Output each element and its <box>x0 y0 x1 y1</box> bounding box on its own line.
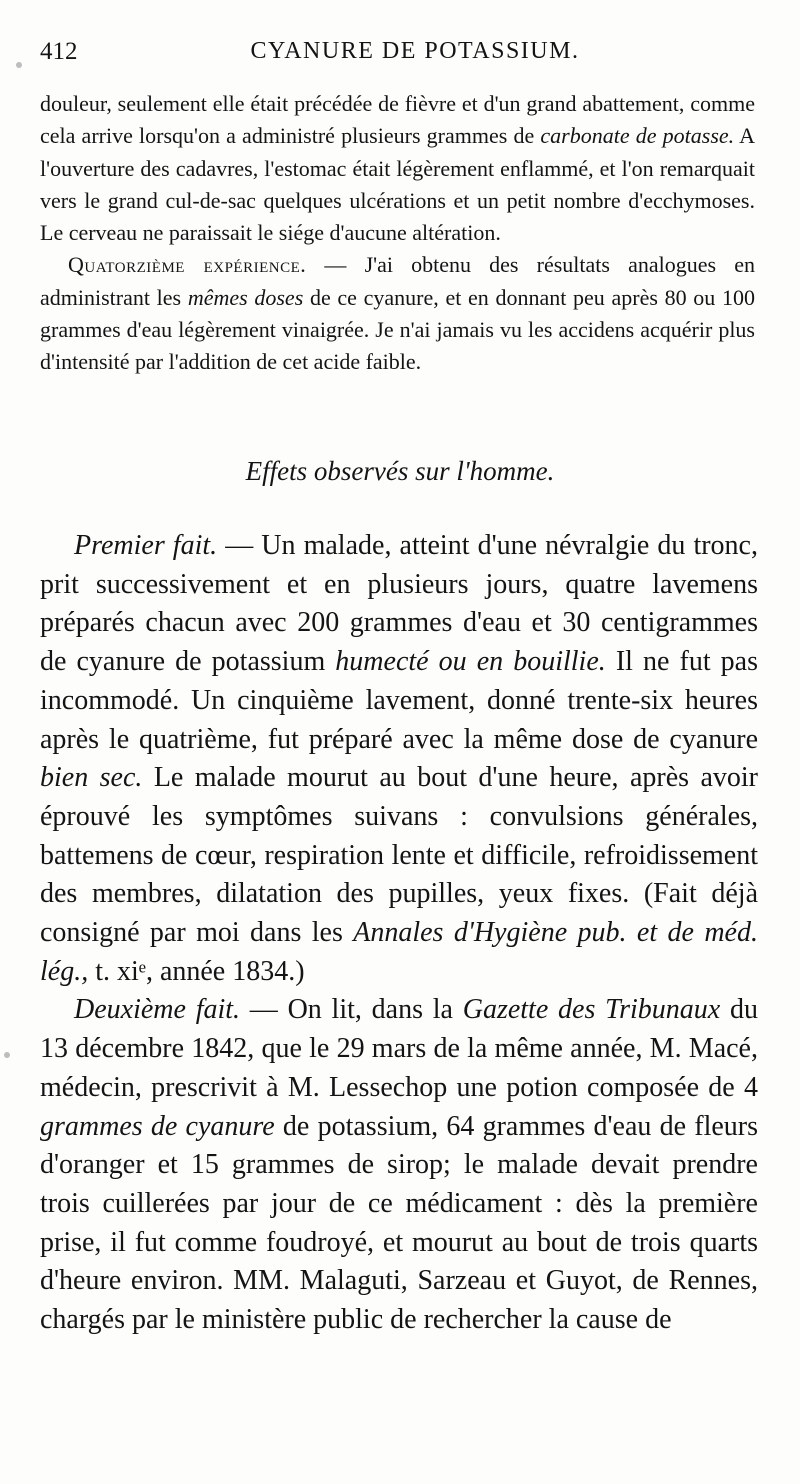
page-header <box>40 38 760 78</box>
italic-term: mêmes doses <box>187 284 304 310</box>
large-print-section <box>40 527 758 1340</box>
text-run: t. xiᵉ, année 1834.) <box>88 955 305 987</box>
running-title: CYANURE DE POTASSIUM. <box>250 38 580 64</box>
text-run: — On lit, dans la <box>240 994 463 1026</box>
ink-speck <box>16 62 22 68</box>
italic-term: grammes de cyanure <box>40 1110 275 1142</box>
small-print-section <box>40 88 755 379</box>
citation-title: Annales d'Hygiène pub. et de méd. lég., <box>40 917 758 987</box>
text-run: A l'ouverture des cadavres, l'estomac était légèrement enflammé, et l'on remarquait vers le grand cul-de-sac quelques ulcérations et un petit nombre d'ecchymoses. Le cerveau ne paraissait le siége d'aucune altération. <box>40 123 756 246</box>
paragraph-continuation <box>40 88 755 249</box>
page-number: 412 <box>40 38 78 65</box>
case-heading: Deuxième fait. <box>74 994 241 1026</box>
ink-speck <box>4 1052 10 1058</box>
text-run: — Un malade, atteint d'une névralgie du tronc, prit successivement et en plusieurs jours, quatre lavemens préparés chacun avec 200 grammes d'eau et 30 centigrammes de cyanure de potassium <box>40 530 758 678</box>
text-run: douleur, seulement elle était précédée de fièvre et d'un grand abattement, comme cela arrive lorsqu'on a administré plusieurs grammes de <box>40 91 755 149</box>
paragraph-case-two <box>40 991 758 1339</box>
italic-term: humecté ou en bouillie. <box>335 646 606 678</box>
section-subheading: Effets observés sur l'homme. <box>245 456 555 486</box>
text-run: Il ne fut pas incommodé. Un cinquième lavement, donné trente-six heures après le quatrième, fut préparé avec la même dose de cyanure <box>40 646 758 755</box>
italic-term: bien sec. <box>40 762 143 794</box>
case-heading: Premier fait. <box>74 530 218 561</box>
citation-title: Gazette des Tribunaux <box>462 994 721 1026</box>
text-run: de ce cyanure, et en donnant peu après 80 ou 100 grammes d'eau légèrement vinaigrée. Je n'ai jamais vu les accidens acquérir plus d'intensité par l'addition de cet acide faible. <box>40 284 755 375</box>
paragraph-experiment <box>40 249 755 378</box>
italic-term: carbonate de potasse. <box>540 123 735 149</box>
paragraph-case-one <box>40 527 758 991</box>
experiment-heading: Quatorzième expérience. <box>68 252 307 278</box>
text-run: — J'ai obtenu des résultats analogues en administrant les <box>40 252 755 310</box>
text-run: du 13 décembre 1842, que le 29 mars de la même année, M. Macé, médecin, prescrivit à M. Lessechop une potion composée de 4 <box>40 994 758 1103</box>
text-run: de potassium, 64 grammes d'eau de fleurs d'oranger et 15 grammes de sirop; le malade devait prendre trois cuillerées par jour de ce médicament : dès la première prise, il fut comme foudroyé, et mourut au bout de trois quarts d'heure environ. MM. Malaguti, Sarzeau et Guyot, de Rennes, chargés par le ministère public de rechercher la cause de <box>40 1110 759 1336</box>
text-run: Le malade mourut au bout d'une heure, après avoir éprouvé les symptômes suivans : convulsions générales, battemens de cœur, respiration lente et difficile, refroidissement des membres, dilatation des pupilles, yeux fixes. (Fait déjà consigné par moi dans les <box>40 762 758 949</box>
